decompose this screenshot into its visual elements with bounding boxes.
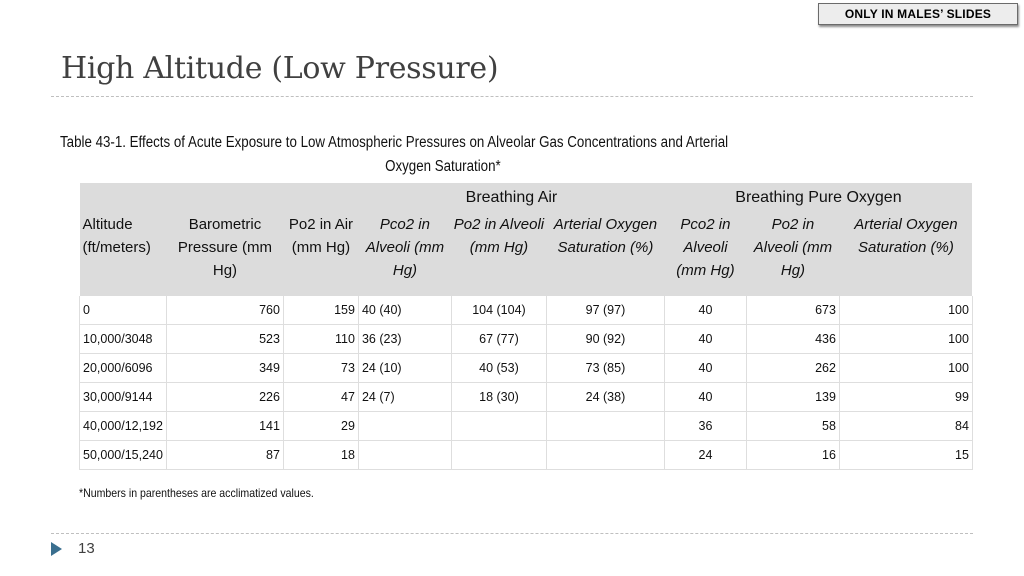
- cell-po2-alveoli-air: 18 (30): [451, 383, 546, 412]
- cell-po2-alveoli-oxygen: 436: [746, 325, 839, 354]
- cell-po2-in-air: 29: [283, 412, 358, 441]
- cell-po2-alveoli-oxygen: 16: [746, 441, 839, 470]
- cell-barometric-pressure: 523: [166, 325, 283, 354]
- cell-po2-in-air: 18: [283, 441, 358, 470]
- altitude-effects-table: [79, 183, 973, 470]
- table-row: [80, 325, 973, 354]
- cell-arterial-saturation-oxygen: 100: [839, 325, 972, 354]
- table-row: [80, 354, 973, 383]
- cell-altitude: 40,000/12,192: [80, 412, 167, 441]
- cell-arterial-saturation-air: 90 (92): [546, 325, 664, 354]
- cell-po2-alveoli-air: [451, 441, 546, 470]
- slide-title: High Altitude (Low Pressure): [61, 51, 499, 86]
- table-caption-line-2: Oxygen Saturation*: [385, 158, 501, 175]
- table-row: [80, 296, 973, 325]
- cell-pco2-alveoli-oxygen: 36: [664, 412, 746, 441]
- cell-altitude: 50,000/15,240: [80, 441, 167, 470]
- cell-barometric-pressure: 226: [166, 383, 283, 412]
- cell-po2-in-air: 159: [283, 296, 358, 325]
- table-row: [80, 412, 973, 441]
- title-divider: [51, 96, 973, 97]
- cell-pco2-alveoli-air: 24 (7): [358, 383, 451, 412]
- table-row: [80, 383, 973, 412]
- header-barometric-pressure: Barometric Pressure (mm Hg): [166, 213, 283, 296]
- cell-po2-alveoli-oxygen: 139: [746, 383, 839, 412]
- header-altitude: Altitude (ft/meters): [80, 213, 167, 296]
- table-caption: [60, 131, 800, 179]
- cell-po2-in-air: 73: [283, 354, 358, 383]
- cell-po2-alveoli-oxygen: 58: [746, 412, 839, 441]
- footer-divider: [51, 533, 973, 534]
- cell-altitude: 30,000/9144: [80, 383, 167, 412]
- cell-pco2-alveoli-air: 40 (40): [358, 296, 451, 325]
- header-pco2-alveoli-oxygen: Pco2 in Alveoli (mm Hg): [664, 213, 746, 296]
- header-arterial-saturation-oxygen: Arterial Oxygen Saturation (%): [839, 213, 972, 296]
- cell-barometric-pressure: 87: [166, 441, 283, 470]
- cell-arterial-saturation-oxygen: 100: [839, 354, 972, 383]
- group-header-breathing-oxygen: Breathing Pure Oxygen: [664, 183, 972, 213]
- cell-arterial-saturation-air: [546, 412, 664, 441]
- slide-category-badge: ONLY IN MALES’ SLIDES: [818, 3, 1018, 25]
- cell-pco2-alveoli-oxygen: 40: [664, 325, 746, 354]
- play-arrow-icon: [51, 542, 62, 556]
- cell-po2-alveoli-air: [451, 412, 546, 441]
- cell-po2-alveoli-air: 40 (53): [451, 354, 546, 383]
- cell-altitude: 10,000/3048: [80, 325, 167, 354]
- cell-po2-alveoli-air: 104 (104): [451, 296, 546, 325]
- cell-pco2-alveoli-air: 24 (10): [358, 354, 451, 383]
- table-column-header-row: [80, 213, 973, 296]
- cell-arterial-saturation-oxygen: 15: [839, 441, 972, 470]
- cell-pco2-alveoli-air: 36 (23): [358, 325, 451, 354]
- cell-barometric-pressure: 760: [166, 296, 283, 325]
- cell-arterial-saturation-air: [546, 441, 664, 470]
- cell-arterial-saturation-oxygen: 84: [839, 412, 972, 441]
- cell-pco2-alveoli-oxygen: 24: [664, 441, 746, 470]
- cell-po2-in-air: 47: [283, 383, 358, 412]
- page-number: 13: [78, 540, 95, 557]
- cell-po2-alveoli-oxygen: 673: [746, 296, 839, 325]
- group-header-spacer: [80, 183, 359, 213]
- table-caption-line-1: Table 43-1. Effects of Acute Exposure to Low Atmospheric Pressures on Alveolar Gas Concentrations and Arterial: [60, 134, 729, 151]
- table-row: [80, 441, 973, 470]
- cell-pco2-alveoli-air: [358, 441, 451, 470]
- cell-arterial-saturation-air: 73 (85): [546, 354, 664, 383]
- cell-barometric-pressure: 141: [166, 412, 283, 441]
- cell-barometric-pressure: 349: [166, 354, 283, 383]
- header-pco2-alveoli-air: Pco2 in Alveoli (mm Hg): [358, 213, 451, 296]
- cell-pco2-alveoli-oxygen: 40: [664, 383, 746, 412]
- header-po2-alveoli-oxygen: Po2 in Alveoli (mm Hg): [746, 213, 839, 296]
- cell-pco2-alveoli-oxygen: 40: [664, 296, 746, 325]
- cell-po2-alveoli-air: 67 (77): [451, 325, 546, 354]
- cell-altitude: 20,000/6096: [80, 354, 167, 383]
- cell-altitude: 0: [80, 296, 167, 325]
- cell-pco2-alveoli-oxygen: 40: [664, 354, 746, 383]
- cell-arterial-saturation-oxygen: 100: [839, 296, 972, 325]
- table-group-header-row: [80, 183, 973, 213]
- cell-po2-in-air: 110: [283, 325, 358, 354]
- cell-po2-alveoli-oxygen: 262: [746, 354, 839, 383]
- cell-pco2-alveoli-air: [358, 412, 451, 441]
- cell-arterial-saturation-oxygen: 99: [839, 383, 972, 412]
- header-arterial-saturation-air: Arterial Oxygen Saturation (%): [546, 213, 664, 296]
- header-po2-in-air: Po2 in Air (mm Hg): [283, 213, 358, 296]
- table-footnote: *Numbers in parentheses are acclimatized values.: [79, 486, 314, 500]
- cell-arterial-saturation-air: 24 (38): [546, 383, 664, 412]
- cell-arterial-saturation-air: 97 (97): [546, 296, 664, 325]
- group-header-breathing-air: Breathing Air: [358, 183, 664, 213]
- header-po2-alveoli-air: Po2 in Alveoli (mm Hg): [451, 213, 546, 296]
